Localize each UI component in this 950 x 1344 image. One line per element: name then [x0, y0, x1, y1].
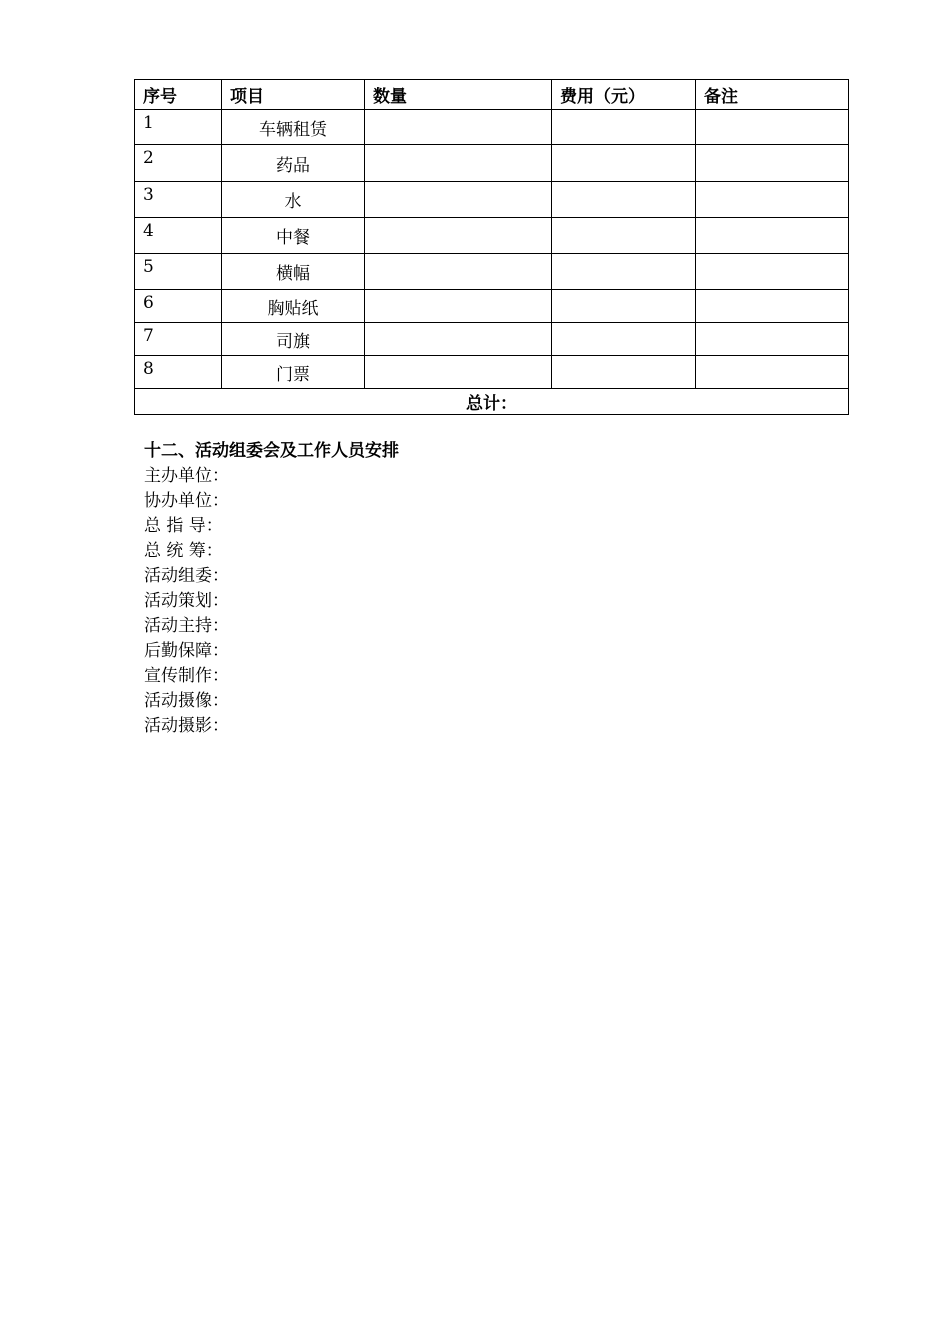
row-item: 中餐	[222, 218, 365, 254]
row-quantity	[365, 218, 552, 254]
row-cost	[552, 356, 696, 389]
line-co-organizer: 协办单位：	[144, 491, 229, 511]
row-remarks	[696, 356, 849, 389]
row-quantity	[365, 145, 552, 182]
row-cost	[552, 323, 696, 356]
total-label: 总计：	[135, 389, 849, 415]
header-remarks: 备注	[696, 80, 849, 110]
row-remarks	[696, 182, 849, 218]
line-organizer: 主办单位：	[144, 466, 229, 486]
row-item: 门票	[222, 356, 365, 389]
section-title: 十二、活动组委会及工作人员安排	[144, 441, 399, 461]
row-cost	[552, 110, 696, 145]
table-row	[135, 182, 849, 218]
row-item: 药品	[222, 145, 365, 182]
line-general-coordinator: 总 统 筹：	[144, 541, 223, 561]
line-photography: 活动摄影：	[144, 716, 229, 736]
row-seq: 7	[135, 323, 222, 356]
table-row	[135, 323, 849, 356]
row-quantity	[365, 323, 552, 356]
row-seq: 6	[135, 290, 222, 323]
table-row	[135, 218, 849, 254]
table-row	[135, 290, 849, 323]
row-seq: 2	[135, 145, 222, 182]
header-cost: 费用（元）	[552, 80, 696, 110]
line-planning: 活动策划：	[144, 591, 229, 611]
table-row	[135, 110, 849, 145]
staff-arrangement-section	[144, 439, 399, 739]
row-seq: 3	[135, 182, 222, 218]
row-seq: 4	[135, 218, 222, 254]
row-remarks	[696, 323, 849, 356]
row-quantity	[365, 110, 552, 145]
budget-table	[134, 79, 849, 415]
table-row	[135, 145, 849, 182]
row-cost	[552, 145, 696, 182]
row-item: 车辆租赁	[222, 110, 365, 145]
row-item: 司旗	[222, 323, 365, 356]
row-quantity	[365, 182, 552, 218]
header-seq: 序号	[135, 80, 222, 110]
row-quantity	[365, 254, 552, 290]
row-seq: 1	[135, 110, 222, 145]
line-committee: 活动组委：	[144, 566, 229, 586]
line-publicity: 宣传制作：	[144, 666, 229, 686]
row-quantity	[365, 356, 552, 389]
header-quantity: 数量	[365, 80, 552, 110]
row-cost	[552, 218, 696, 254]
line-logistics: 后勤保障：	[144, 641, 229, 661]
row-seq: 8	[135, 356, 222, 389]
row-item: 胸贴纸	[222, 290, 365, 323]
row-remarks	[696, 110, 849, 145]
table-header-row	[135, 80, 849, 110]
row-remarks	[696, 254, 849, 290]
row-seq: 5	[135, 254, 222, 290]
header-item: 项目	[222, 80, 365, 110]
line-host: 活动主持：	[144, 616, 229, 636]
row-remarks	[696, 290, 849, 323]
line-videography: 活动摄像：	[144, 691, 229, 711]
row-cost	[552, 290, 696, 323]
row-cost	[552, 254, 696, 290]
row-cost	[552, 182, 696, 218]
row-item: 横幅	[222, 254, 365, 290]
row-remarks	[696, 145, 849, 182]
table-row	[135, 254, 849, 290]
row-item: 水	[222, 182, 365, 218]
total-row	[135, 389, 849, 415]
table-row	[135, 356, 849, 389]
line-general-director: 总 指 导：	[144, 516, 223, 536]
row-remarks	[696, 218, 849, 254]
row-quantity	[365, 290, 552, 323]
